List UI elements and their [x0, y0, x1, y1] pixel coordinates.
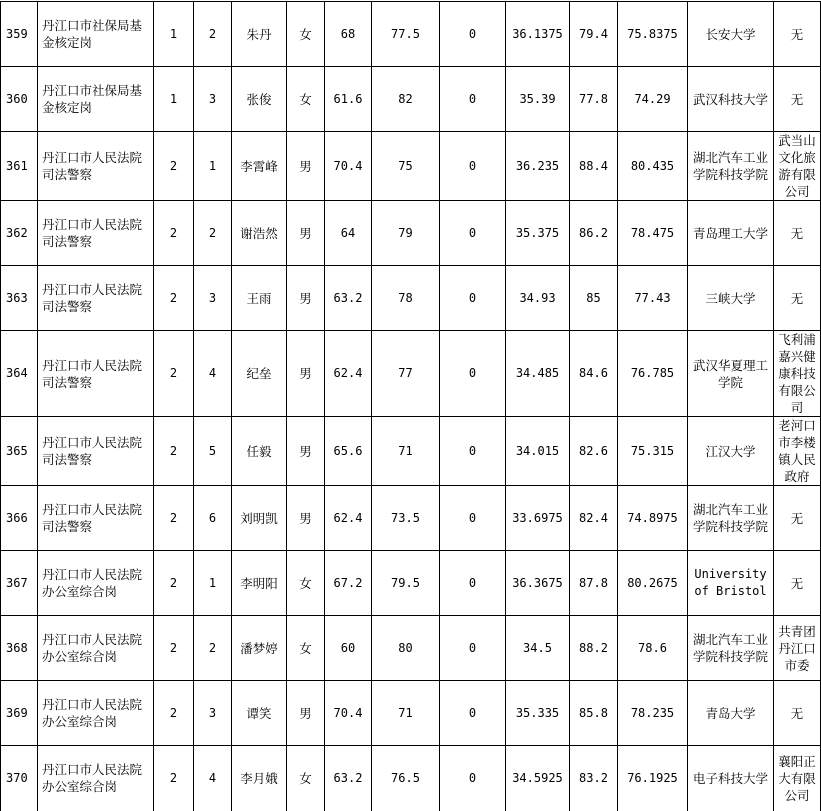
cell-bonus: 0	[440, 266, 506, 331]
cell-quota: 2	[154, 616, 194, 681]
cell-interview-score: 88.2	[570, 616, 618, 681]
table-row	[1, 616, 821, 681]
cell-rank: 5	[194, 417, 232, 486]
cell-gender: 男	[287, 201, 325, 266]
cell-bonus: 0	[440, 331, 506, 417]
cell-school: 武汉华夏理工学院	[688, 331, 774, 417]
table-row	[1, 746, 821, 811]
cell-rank: 3	[194, 681, 232, 746]
cell-employer: 无	[774, 486, 821, 551]
cell-position: 丹江口市人民法院司法警察	[38, 132, 154, 201]
cell-written-weighted: 35.375	[506, 201, 570, 266]
cell-interview-exam-score: 75	[372, 132, 440, 201]
cell-rank: 3	[194, 266, 232, 331]
cell-name: 朱丹	[232, 2, 287, 67]
cell-interview-score: 82.4	[570, 486, 618, 551]
cell-employer: 老河口市李楼镇人民政府	[774, 417, 821, 486]
cell-gender: 男	[287, 681, 325, 746]
cell-quota: 1	[154, 67, 194, 132]
cell-gender: 男	[287, 266, 325, 331]
cell-total-score: 80.2675	[618, 551, 688, 616]
cell-written-weighted: 34.5925	[506, 746, 570, 811]
cell-bonus: 0	[440, 551, 506, 616]
cell-total-score: 78.6	[618, 616, 688, 681]
cell-gender: 男	[287, 331, 325, 417]
table-row	[1, 132, 821, 201]
cell-total-score: 80.435	[618, 132, 688, 201]
cell-total-score: 75.315	[618, 417, 688, 486]
cell-position: 丹江口市人民法院司法警察	[38, 417, 154, 486]
cell-bonus: 0	[440, 616, 506, 681]
cell-position: 丹江口市人民法院司法警察	[38, 201, 154, 266]
cell-total-score: 74.29	[618, 67, 688, 132]
table-row	[1, 266, 821, 331]
cell-bonus: 0	[440, 201, 506, 266]
cell-school: 湖北汽车工业学院科技学院	[688, 616, 774, 681]
cell-quota: 2	[154, 266, 194, 331]
cell-bonus: 0	[440, 2, 506, 67]
cell-employer: 武当山文化旅游有限公司	[774, 132, 821, 201]
table-row	[1, 486, 821, 551]
cell-interview-exam-score: 73.5	[372, 486, 440, 551]
cell-name: 刘明凯	[232, 486, 287, 551]
results-table	[0, 1, 821, 811]
cell-name: 谢浩然	[232, 201, 287, 266]
cell-seq: 360	[1, 67, 38, 132]
cell-position: 丹江口市社保局基金核定岗	[38, 2, 154, 67]
cell-written-weighted: 34.93	[506, 266, 570, 331]
cell-total-score: 76.785	[618, 331, 688, 417]
cell-school: 江汉大学	[688, 417, 774, 486]
cell-gender: 男	[287, 486, 325, 551]
cell-quota: 1	[154, 2, 194, 67]
cell-interview-exam-score: 77	[372, 331, 440, 417]
cell-seq: 366	[1, 486, 38, 551]
cell-gender: 男	[287, 132, 325, 201]
cell-seq: 367	[1, 551, 38, 616]
cell-seq: 362	[1, 201, 38, 266]
table-row	[1, 417, 821, 486]
cell-interview-exam-score: 76.5	[372, 746, 440, 811]
cell-position: 丹江口市人民法院司法警察	[38, 331, 154, 417]
cell-interview-exam-score: 71	[372, 417, 440, 486]
cell-position: 丹江口市人民法院司法警察	[38, 266, 154, 331]
cell-quota: 2	[154, 201, 194, 266]
table-row	[1, 331, 821, 417]
cell-employer: 无	[774, 201, 821, 266]
cell-position: 丹江口市人民法院办公室综合岗	[38, 681, 154, 746]
cell-bonus: 0	[440, 417, 506, 486]
cell-written-score: 62.4	[325, 331, 372, 417]
cell-gender: 女	[287, 551, 325, 616]
cell-bonus: 0	[440, 132, 506, 201]
cell-school: 湖北汽车工业学院科技学院	[688, 132, 774, 201]
cell-written-weighted: 36.235	[506, 132, 570, 201]
cell-interview-score: 77.8	[570, 67, 618, 132]
table-row	[1, 201, 821, 266]
cell-total-score: 78.475	[618, 201, 688, 266]
cell-interview-score: 85.8	[570, 681, 618, 746]
cell-seq: 370	[1, 746, 38, 811]
cell-seq: 365	[1, 417, 38, 486]
cell-rank: 2	[194, 201, 232, 266]
cell-interview-exam-score: 80	[372, 616, 440, 681]
cell-name: 李月娥	[232, 746, 287, 811]
cell-written-score: 62.4	[325, 486, 372, 551]
cell-written-score: 63.2	[325, 266, 372, 331]
cell-total-score: 77.43	[618, 266, 688, 331]
cell-school: 青岛理工大学	[688, 201, 774, 266]
cell-written-weighted: 34.015	[506, 417, 570, 486]
cell-written-score: 63.2	[325, 746, 372, 811]
cell-bonus: 0	[440, 681, 506, 746]
cell-gender: 女	[287, 746, 325, 811]
cell-name: 张俊	[232, 67, 287, 132]
cell-name: 潘梦婷	[232, 616, 287, 681]
table-row	[1, 681, 821, 746]
cell-employer: 共青团丹江口市委	[774, 616, 821, 681]
cell-interview-score: 87.8	[570, 551, 618, 616]
cell-written-score: 65.6	[325, 417, 372, 486]
cell-interview-score: 84.6	[570, 331, 618, 417]
cell-name: 任毅	[232, 417, 287, 486]
cell-gender: 女	[287, 2, 325, 67]
cell-quota: 2	[154, 331, 194, 417]
cell-employer: 飞利浦嘉兴健康科技有限公司	[774, 331, 821, 417]
cell-written-weighted: 35.39	[506, 67, 570, 132]
cell-employer: 无	[774, 681, 821, 746]
cell-interview-score: 79.4	[570, 2, 618, 67]
cell-seq: 361	[1, 132, 38, 201]
cell-bonus: 0	[440, 746, 506, 811]
cell-rank: 2	[194, 2, 232, 67]
cell-interview-exam-score: 79	[372, 201, 440, 266]
cell-seq: 364	[1, 331, 38, 417]
cell-rank: 2	[194, 616, 232, 681]
cell-rank: 1	[194, 551, 232, 616]
cell-rank: 4	[194, 746, 232, 811]
cell-written-weighted: 34.5	[506, 616, 570, 681]
cell-interview-exam-score: 82	[372, 67, 440, 132]
cell-position: 丹江口市人民法院办公室综合岗	[38, 746, 154, 811]
cell-total-score: 76.1925	[618, 746, 688, 811]
cell-rank: 6	[194, 486, 232, 551]
cell-rank: 4	[194, 331, 232, 417]
cell-written-score: 68	[325, 2, 372, 67]
cell-school: 三峡大学	[688, 266, 774, 331]
cell-employer: 襄阳正大有限公司	[774, 746, 821, 811]
cell-written-weighted: 36.3675	[506, 551, 570, 616]
cell-seq: 368	[1, 616, 38, 681]
cell-seq: 359	[1, 2, 38, 67]
cell-seq: 363	[1, 266, 38, 331]
cell-school: University of Bristol	[688, 551, 774, 616]
cell-interview-score: 88.4	[570, 132, 618, 201]
table-row	[1, 67, 821, 132]
cell-name: 李明阳	[232, 551, 287, 616]
table-row	[1, 2, 821, 67]
cell-employer: 无	[774, 2, 821, 67]
cell-bonus: 0	[440, 486, 506, 551]
cell-bonus: 0	[440, 67, 506, 132]
cell-written-score: 60	[325, 616, 372, 681]
cell-gender: 男	[287, 417, 325, 486]
cell-written-score: 61.6	[325, 67, 372, 132]
table-row	[1, 551, 821, 616]
cell-quota: 2	[154, 681, 194, 746]
cell-quota: 2	[154, 132, 194, 201]
cell-written-score: 64	[325, 201, 372, 266]
cell-name: 李霄峰	[232, 132, 287, 201]
cell-gender: 女	[287, 616, 325, 681]
cell-total-score: 75.8375	[618, 2, 688, 67]
cell-position: 丹江口市人民法院办公室综合岗	[38, 616, 154, 681]
cell-written-weighted: 36.1375	[506, 2, 570, 67]
cell-school: 湖北汽车工业学院科技学院	[688, 486, 774, 551]
cell-employer: 无	[774, 266, 821, 331]
cell-position: 丹江口市社保局基金核定岗	[38, 67, 154, 132]
cell-quota: 2	[154, 417, 194, 486]
cell-written-score: 70.4	[325, 681, 372, 746]
cell-gender: 女	[287, 67, 325, 132]
cell-total-score: 74.8975	[618, 486, 688, 551]
cell-rank: 1	[194, 132, 232, 201]
cell-employer: 无	[774, 67, 821, 132]
cell-name: 纪垒	[232, 331, 287, 417]
cell-quota: 2	[154, 486, 194, 551]
cell-school: 武汉科技大学	[688, 67, 774, 132]
cell-interview-score: 82.6	[570, 417, 618, 486]
cell-total-score: 78.235	[618, 681, 688, 746]
cell-quota: 2	[154, 551, 194, 616]
cell-position: 丹江口市人民法院办公室综合岗	[38, 551, 154, 616]
cell-interview-score: 83.2	[570, 746, 618, 811]
cell-interview-exam-score: 71	[372, 681, 440, 746]
cell-interview-score: 86.2	[570, 201, 618, 266]
cell-interview-exam-score: 77.5	[372, 2, 440, 67]
cell-written-score: 67.2	[325, 551, 372, 616]
cell-seq: 369	[1, 681, 38, 746]
results-table-body	[1, 2, 821, 811]
cell-name: 王雨	[232, 266, 287, 331]
cell-written-weighted: 33.6975	[506, 486, 570, 551]
cell-name: 谭笑	[232, 681, 287, 746]
cell-written-weighted: 34.485	[506, 331, 570, 417]
cell-interview-score: 85	[570, 266, 618, 331]
cell-quota: 2	[154, 746, 194, 811]
cell-school: 长安大学	[688, 2, 774, 67]
cell-interview-exam-score: 79.5	[372, 551, 440, 616]
cell-rank: 3	[194, 67, 232, 132]
cell-employer: 无	[774, 551, 821, 616]
cell-position: 丹江口市人民法院司法警察	[38, 486, 154, 551]
cell-interview-exam-score: 78	[372, 266, 440, 331]
cell-written-score: 70.4	[325, 132, 372, 201]
cell-written-weighted: 35.335	[506, 681, 570, 746]
cell-school: 电子科技大学	[688, 746, 774, 811]
cell-school: 青岛大学	[688, 681, 774, 746]
